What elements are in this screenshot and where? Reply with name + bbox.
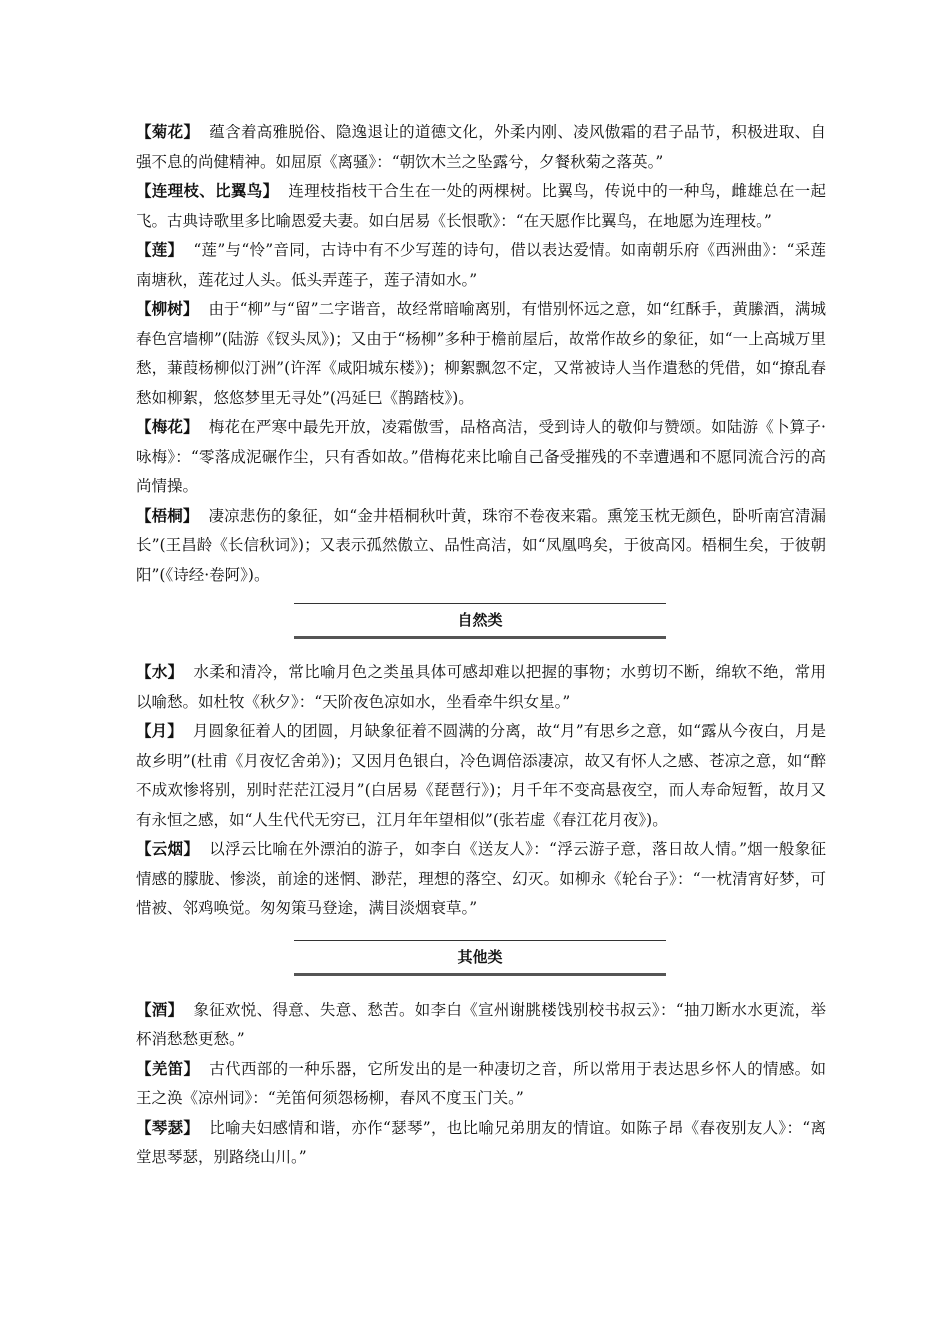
entry-lianlizhi — [136, 177, 826, 236]
entry-term: 【琴瑟】 — [136, 1118, 200, 1137]
entry-shui — [136, 658, 826, 717]
entry-group-nature — [136, 658, 826, 924]
entry-jiu — [136, 996, 826, 1055]
entry-term: 【水】 — [136, 663, 184, 681]
entry-juhua — [136, 118, 826, 177]
entry-term: 【莲】 — [136, 241, 184, 259]
entry-term: 【云烟】 — [136, 840, 200, 858]
entry-term: 【梧桐】 — [136, 506, 199, 525]
entry-yue — [136, 717, 826, 835]
entry-term: 【连理枝、比翼鸟】 — [136, 182, 279, 200]
entry-lian — [136, 236, 826, 295]
entry-text: 象征欢悦、得意、失意、愁苦。如李白《宣州谢朓楼饯别校书叔云》：“抽刀断水水更流，举杯消愁愁更愁。” — [136, 1000, 826, 1048]
entry-qinse — [136, 1114, 826, 1173]
entry-group-other — [136, 996, 826, 1173]
entry-text: 水柔和清冷，常比喻月色之类虽具体可感却难以把握的事物；水剪切不断，绵软不绝，常用以喻愁。如杜牧《秋夕》：“天阶夜色凉如水，坐看牵牛织女星。” — [136, 663, 826, 711]
entry-liushu — [136, 295, 826, 413]
entry-text: 蕴含着高雅脱俗、隐逸退让的道德文化，外柔内刚、凌风傲霜的君子品节，积极进取、自强不息的尚健精神。如屈原《离骚》：“朝饮木兰之坠露兮，夕餐秋菊之落英。” — [136, 123, 826, 171]
section-heading-nature: 自然类 — [294, 603, 666, 639]
entry-yunyan — [136, 835, 826, 924]
entry-text: 连理枝指枝干合生在一处的两棵树。比翼鸟，传说中的一种鸟，雌雄总在一起飞。古典诗歌里多比喻恩爱夫妻。如白居易《长恨歌》：“在天愿作比翼鸟，在地愿为连理枝。” — [136, 182, 826, 230]
entry-term: 【柳树】 — [136, 300, 199, 318]
entry-text: “莲”与“怜”音同，古诗中有不少写莲的诗句，借以表达爱情。如南朝乐府《西洲曲》：“采莲南塘秋，莲花过人头。低头弄莲子，莲子清如水。” — [136, 241, 826, 289]
entry-text: 以浮云比喻在外漂泊的游子，如李白《送友人》：“浮云游子意，落日故人情。”烟一般象征情感的朦胧、惨淡，前途的迷惘、渺茫，理想的落空、幻灭。如柳永《轮台子》：“一枕清宵好梦，可惜被、邻鸡唤觉。匆匆策马登途，满目淡烟衰草。” — [136, 840, 826, 917]
entry-term: 【酒】 — [136, 1000, 184, 1019]
entry-term: 【月】 — [136, 722, 183, 740]
entry-group-plants — [136, 118, 826, 590]
entry-text: 由于“柳”与“留”二字谐音，故经常暗喻离别，有惜别怀远之意，如“红酥手，黄縢酒，满城春色宫墙柳”(陆游《钗头凤》)；又由于“杨柳”多种于檐前屋后，故常作故乡的象征，如“一上高城万里愁，蒹葭杨柳似汀洲”(许浑《咸阳城东楼》)；柳絮飘忽不定，又常被诗人当作遣愁的凭借，如“撩乱春愁如柳絮，悠悠梦里无寻处”(冯延巳《鹊踏枝》)。 — [136, 300, 826, 407]
section-heading-other: 其他类 — [294, 940, 666, 976]
entry-wutong — [136, 502, 826, 591]
entry-qiangdi — [136, 1055, 826, 1114]
entry-text: 比喻夫妇感情和谐，亦作“瑟琴”，也比喻兄弟朋友的情谊。如陈子昂《春夜别友人》：“离堂思琴瑟，别路绕山川。” — [136, 1118, 826, 1166]
entry-term: 【菊花】 — [136, 123, 200, 141]
entry-meihua — [136, 413, 826, 502]
entry-term: 【羌笛】 — [136, 1059, 200, 1078]
document-page — [136, 118, 826, 1173]
entry-text: 凄凉悲伤的象征，如“金井梧桐秋叶黄，珠帘不卷夜来霜。熏笼玉枕无颜色，卧听南宫清漏长”(王昌龄《长信秋词》)；又表示孤然傲立、品性高洁，如“凤凰鸣矣，于彼高冈。梧桐生矣，于彼朝阳”(《诗经·卷阿》)。 — [136, 506, 826, 584]
entry-term: 【梅花】 — [136, 418, 199, 436]
entry-text: 梅花在严寒中最先开放，凌霜傲雪，品格高洁，受到诗人的敬仰与赞颂。如陆游《卜算子·咏梅》：“零落成泥碾作尘，只有香如故。”借梅花来比喻自己备受摧残的不幸遭遇和不愿同流合污的高尚情操。 — [136, 418, 826, 495]
entry-text: 月圆象征着人的团圆，月缺象征着不圆满的分离，故“月”有思乡之意，如“露从今夜白，月是故乡明”(杜甫《月夜忆舍弟》)；又因月色银白，冷色调倍添凄凉，故又有怀人之感、苍凉之意，如“醉不成欢惨将别，别时茫茫江浸月”(白居易《琵琶行》)；月千年不变高悬夜空，而人寿命短暂，故月又有永恒之感，如“人生代代无穷已，江月年年望相似”(张若虚《春江花月夜》)。 — [136, 722, 826, 829]
entry-text: 古代西部的一种乐器，它所发出的是一种凄切之音，所以常用于表达思乡怀人的情感。如王之涣《凉州词》：“羌笛何须怨杨柳，春风不度玉门关。” — [136, 1059, 826, 1107]
